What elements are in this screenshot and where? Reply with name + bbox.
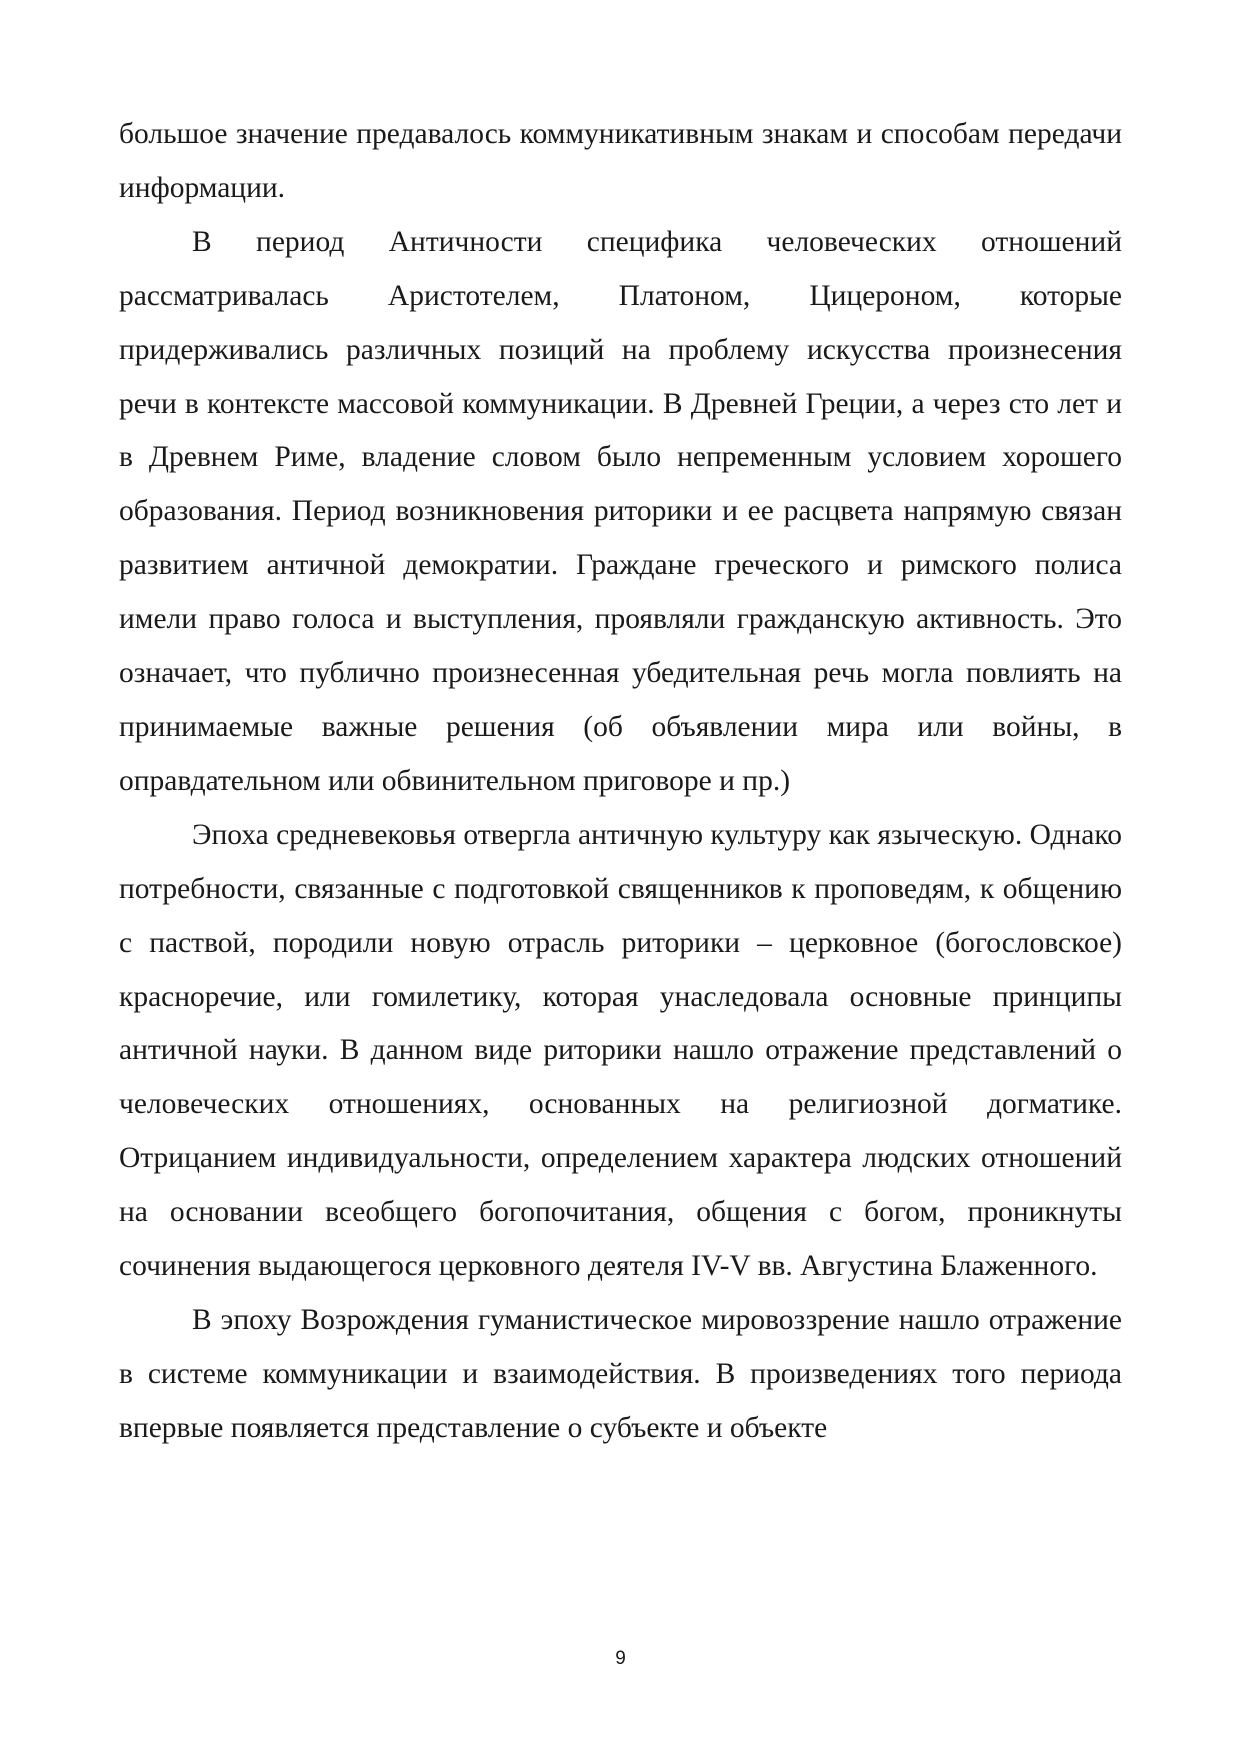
paragraph-middle-ages: Эпоха средневековья отвергла античную культуру как языческую. Однако потребности, связанные с подготовкой священников к проповедям, к общению с паствой, породили новую отрасль риторики – церковное (богословское) красноречие, или гомилетику, которая унаследовала основные принципы античной науки. В данном виде риторики нашло отражение представлений о человеческих отношениях, основанных на религиозной догматике. Отрицанием индивидуальности, определением характера людских отношений на основании всеобщего богопочитания, общения с богом, проникнуты сочинения выдающегося церковного деятеля IV-V вв. Августина Блаженного.: [119, 818, 1122, 1283]
paragraph-renaissance: В эпоху Возрождения гуманистическое мировоззрение нашло отражение в системе коммуникации и взаимодействия. В произведениях того периода впервые появляется представление о субъекте и объекте: [119, 1303, 1122, 1444]
paragraph-continuation: большое значение предавалось коммуникативным знакам и способам передачи информации.: [119, 118, 1122, 204]
page-number: 9: [615, 1648, 626, 1669]
paragraph-antiquity: В период Античности специфика человеческих отношений рассматривалась Аристотелем, Платоном, Цицероном, которые придерживались различных позиций на проблему искусства произнесения речи в контексте массовой коммуникации. В Древней Греции, а через сто лет и в Древнем Риме, владение словом было непременным условием хорошего образования. Период возникновения риторики и ее расцвета напрямую связан развитием античной демократии. Граждане греческого и римского полиса имели право голоса и выступления, проявляли гражданскую активность. Это означает, что публично произнесенная убедительная речь могла повлиять на принимаемые важные решения (об объявлении мира или войны, в оправдательном или обвинительном приговоре и пр.): [119, 225, 1122, 797]
body-text: [119, 108, 1122, 1456]
